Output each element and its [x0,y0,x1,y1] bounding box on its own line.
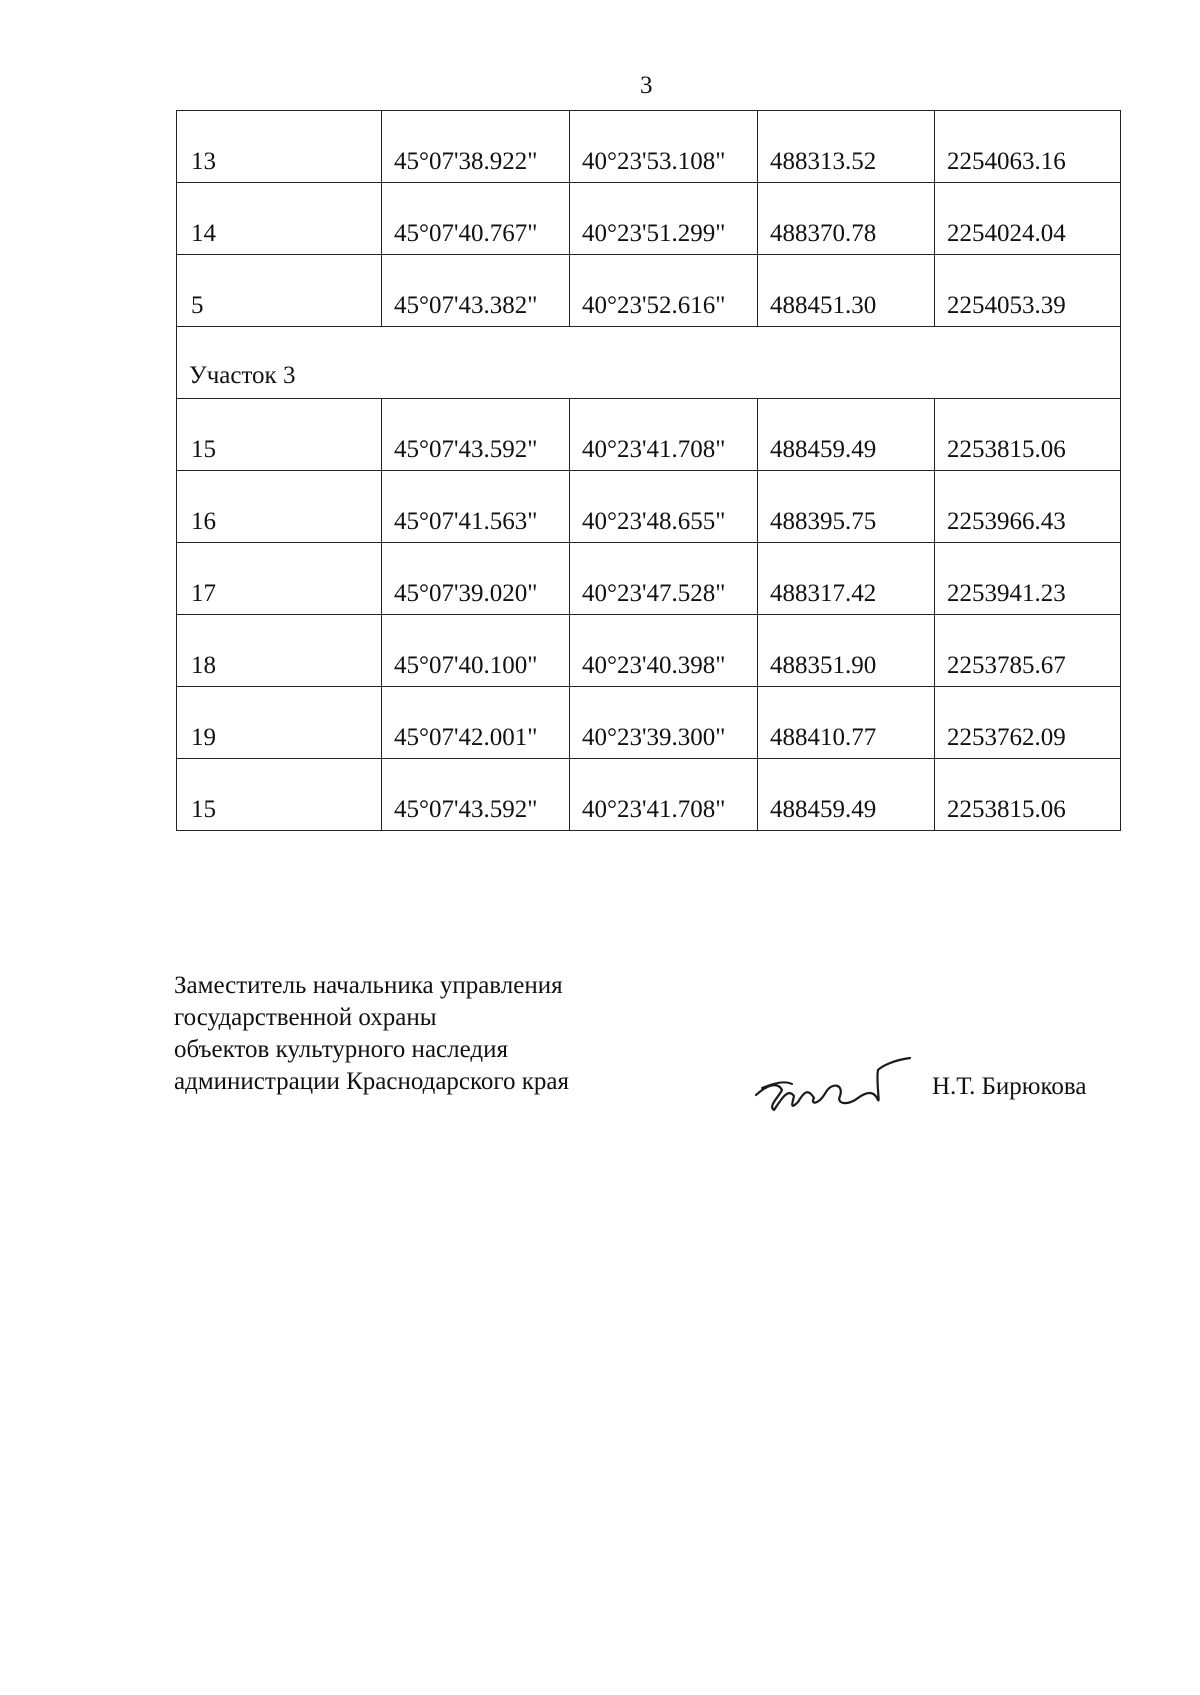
table-row [177,543,1121,615]
section-label: Участок 3 [177,327,1121,399]
latitude-cell: 45°07'39.020" [382,543,570,615]
longitude-cell: 40°23'39.300" [570,687,758,759]
y-coordinate-cell: 2253785.67 [935,615,1121,687]
longitude-cell: 40°23'41.708" [570,399,758,471]
point-number-cell: 17 [177,543,382,615]
x-coordinate-cell: 488451.30 [758,255,935,327]
point-number-cell: 18 [177,615,382,687]
longitude-cell: 40°23'52.616" [570,255,758,327]
x-coordinate-cell: 488351.90 [758,615,935,687]
point-number-cell: 15 [177,399,382,471]
point-number-cell: 19 [177,687,382,759]
y-coordinate-cell: 2254063.16 [935,111,1121,183]
point-number-cell: 13 [177,111,382,183]
longitude-cell: 40°23'48.655" [570,471,758,543]
longitude-cell: 40°23'47.528" [570,543,758,615]
y-coordinate-cell: 2253815.06 [935,399,1121,471]
x-coordinate-cell: 488410.77 [758,687,935,759]
table-row [177,615,1121,687]
table-row [177,759,1121,831]
signatory-title [174,970,569,1098]
point-number-cell: 14 [177,183,382,255]
latitude-cell: 45°07'40.100" [382,615,570,687]
y-coordinate-cell: 2254053.39 [935,255,1121,327]
x-coordinate-cell: 488395.75 [758,471,935,543]
table-row [177,255,1121,327]
latitude-cell: 45°07'43.382" [382,255,570,327]
x-coordinate-cell: 488459.49 [758,399,935,471]
latitude-cell: 45°07'43.592" [382,399,570,471]
section-row [177,327,1121,399]
point-number-cell: 16 [177,471,382,543]
y-coordinate-cell: 2253762.09 [935,687,1121,759]
table-row [177,183,1121,255]
x-coordinate-cell: 488370.78 [758,183,935,255]
handwritten-signature [748,1040,918,1120]
point-number-cell: 15 [177,759,382,831]
table-row [177,399,1121,471]
y-coordinate-cell: 2254024.04 [935,183,1121,255]
page-number: 3 [640,72,653,99]
y-coordinate-cell: 2253941.23 [935,543,1121,615]
latitude-cell: 45°07'38.922" [382,111,570,183]
latitude-cell: 45°07'41.563" [382,471,570,543]
table-row [177,471,1121,543]
longitude-cell: 40°23'51.299" [570,183,758,255]
longitude-cell: 40°23'41.708" [570,759,758,831]
latitude-cell: 45°07'40.767" [382,183,570,255]
point-number-cell: 5 [177,255,382,327]
signatory-title-line: администрации Краснодарского края [174,1068,570,1095]
signatory-title-line: государственной охраны [174,1004,437,1031]
coordinates-table [176,110,1121,831]
latitude-cell: 45°07'42.001" [382,687,570,759]
coordinates-table-body [177,111,1121,831]
signatory-title-line: Заместитель начальника управления [174,972,563,999]
longitude-cell: 40°23'40.398" [570,615,758,687]
signatory-name: Н.Т. Бирюкова [932,1073,1087,1100]
x-coordinate-cell: 488317.42 [758,543,935,615]
longitude-cell: 40°23'53.108" [570,111,758,183]
latitude-cell: 45°07'43.592" [382,759,570,831]
y-coordinate-cell: 2253966.43 [935,471,1121,543]
signatory-title-line: объектов культурного наследия [174,1036,508,1063]
table-row [177,111,1121,183]
y-coordinate-cell: 2253815.06 [935,759,1121,831]
x-coordinate-cell: 488313.52 [758,111,935,183]
table-row [177,687,1121,759]
x-coordinate-cell: 488459.49 [758,759,935,831]
